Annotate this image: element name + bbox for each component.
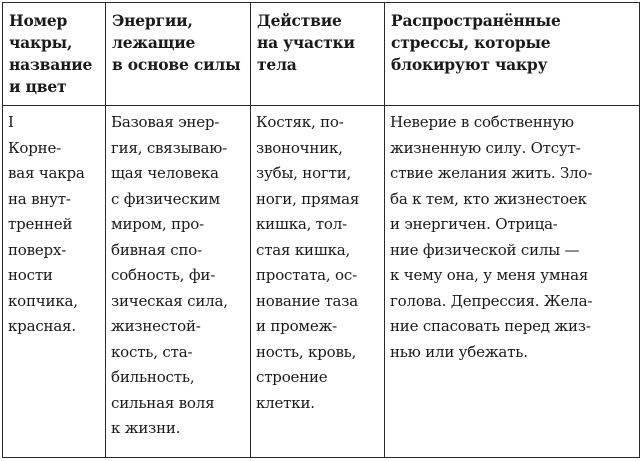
cell-line: ствие желания жить. Зло- (390, 164, 593, 182)
header-line: Энергии, (112, 11, 193, 30)
cell-line: ность, кровь, (256, 342, 357, 361)
cell-energies (106, 106, 251, 458)
cell-line: звоночник, (256, 138, 343, 157)
header-line: стрессы, которые (391, 33, 551, 52)
cell-line: ба к тем, кто жизнестоек (390, 189, 587, 208)
cell-line: бивная спо- (111, 240, 202, 259)
cell-line: тренней (8, 215, 73, 233)
cell-line: ности (8, 266, 53, 284)
cell-line: ние физической силы — (390, 240, 580, 259)
cell-line: собность, фи- (111, 266, 216, 284)
cell-line: клетки. (256, 393, 315, 412)
cell-line: стая кишка, (256, 240, 351, 259)
cell-line: кость, ста- (111, 342, 193, 361)
cell-chakra-name (3, 106, 106, 458)
table-header-row (3, 3, 640, 106)
cell-line: строение (256, 368, 328, 386)
header-line: название (9, 55, 93, 74)
cell-line: нью или убежать. (390, 342, 528, 361)
cell-line: зубы, ногти, (256, 164, 352, 182)
header-energies (106, 3, 251, 106)
header-stresses (385, 3, 640, 106)
header-line: чакры, (9, 33, 73, 52)
table-row (3, 106, 640, 458)
cell-line: Базовая энер- (111, 113, 220, 131)
cell-line: бильность, (111, 368, 195, 386)
cell-line: к чему она, у меня умная (390, 266, 589, 284)
chakra-table (2, 2, 640, 458)
cell-body-effect (251, 106, 385, 458)
header-line: лежащие (112, 33, 196, 52)
cell-line: к жизни. (111, 419, 181, 437)
cell-line: I (8, 113, 14, 131)
cell-line: жизнестой- (111, 317, 201, 335)
cell-line: жизненную силу. Отсут- (390, 138, 581, 157)
header-chakra-name-color (3, 3, 106, 106)
cell-line: Корне- (8, 138, 61, 157)
header-line: в основе силы (112, 55, 241, 74)
cell-line: щая человека (111, 164, 219, 182)
cell-line: вая чакра (8, 164, 85, 182)
cell-line: копчика, (8, 291, 78, 310)
header-line: и цвет (9, 77, 67, 96)
cell-line: и энергичен. Отрица- (390, 215, 558, 233)
header-line: на участки (257, 33, 355, 52)
cell-line: нование таза (256, 291, 359, 310)
cell-line: сильная воля (111, 393, 215, 412)
cell-line: красная. (8, 317, 76, 335)
cell-line: ноги, прямая (256, 189, 360, 208)
header-line: Действие (257, 11, 342, 30)
cell-line: поверх- (8, 240, 67, 259)
cell-stresses (385, 106, 640, 458)
cell-line: с физическим (111, 189, 220, 208)
cell-line: и промеж- (256, 317, 338, 335)
cell-line: ние спасовать перед жиз- (390, 317, 591, 335)
cell-line: гия, связываю- (111, 138, 227, 157)
cell-line: миром, про- (111, 215, 205, 233)
cell-line: голова. Депрессия. Жела- (390, 291, 593, 310)
header-line: блокируют чакру (391, 55, 548, 74)
header-line: Распространённые (391, 11, 561, 30)
cell-line: на внут- (8, 189, 71, 208)
header-line: Номер (9, 11, 68, 30)
cell-line: Неверие в собственную (390, 113, 574, 131)
cell-line: зическая сила, (111, 291, 228, 310)
header-body-effect (251, 3, 385, 106)
cell-line: кишка, тол- (256, 215, 347, 233)
cell-line: Костяк, по- (256, 113, 344, 131)
cell-line: простата, ос- (256, 266, 357, 284)
header-line: тела (257, 55, 297, 74)
